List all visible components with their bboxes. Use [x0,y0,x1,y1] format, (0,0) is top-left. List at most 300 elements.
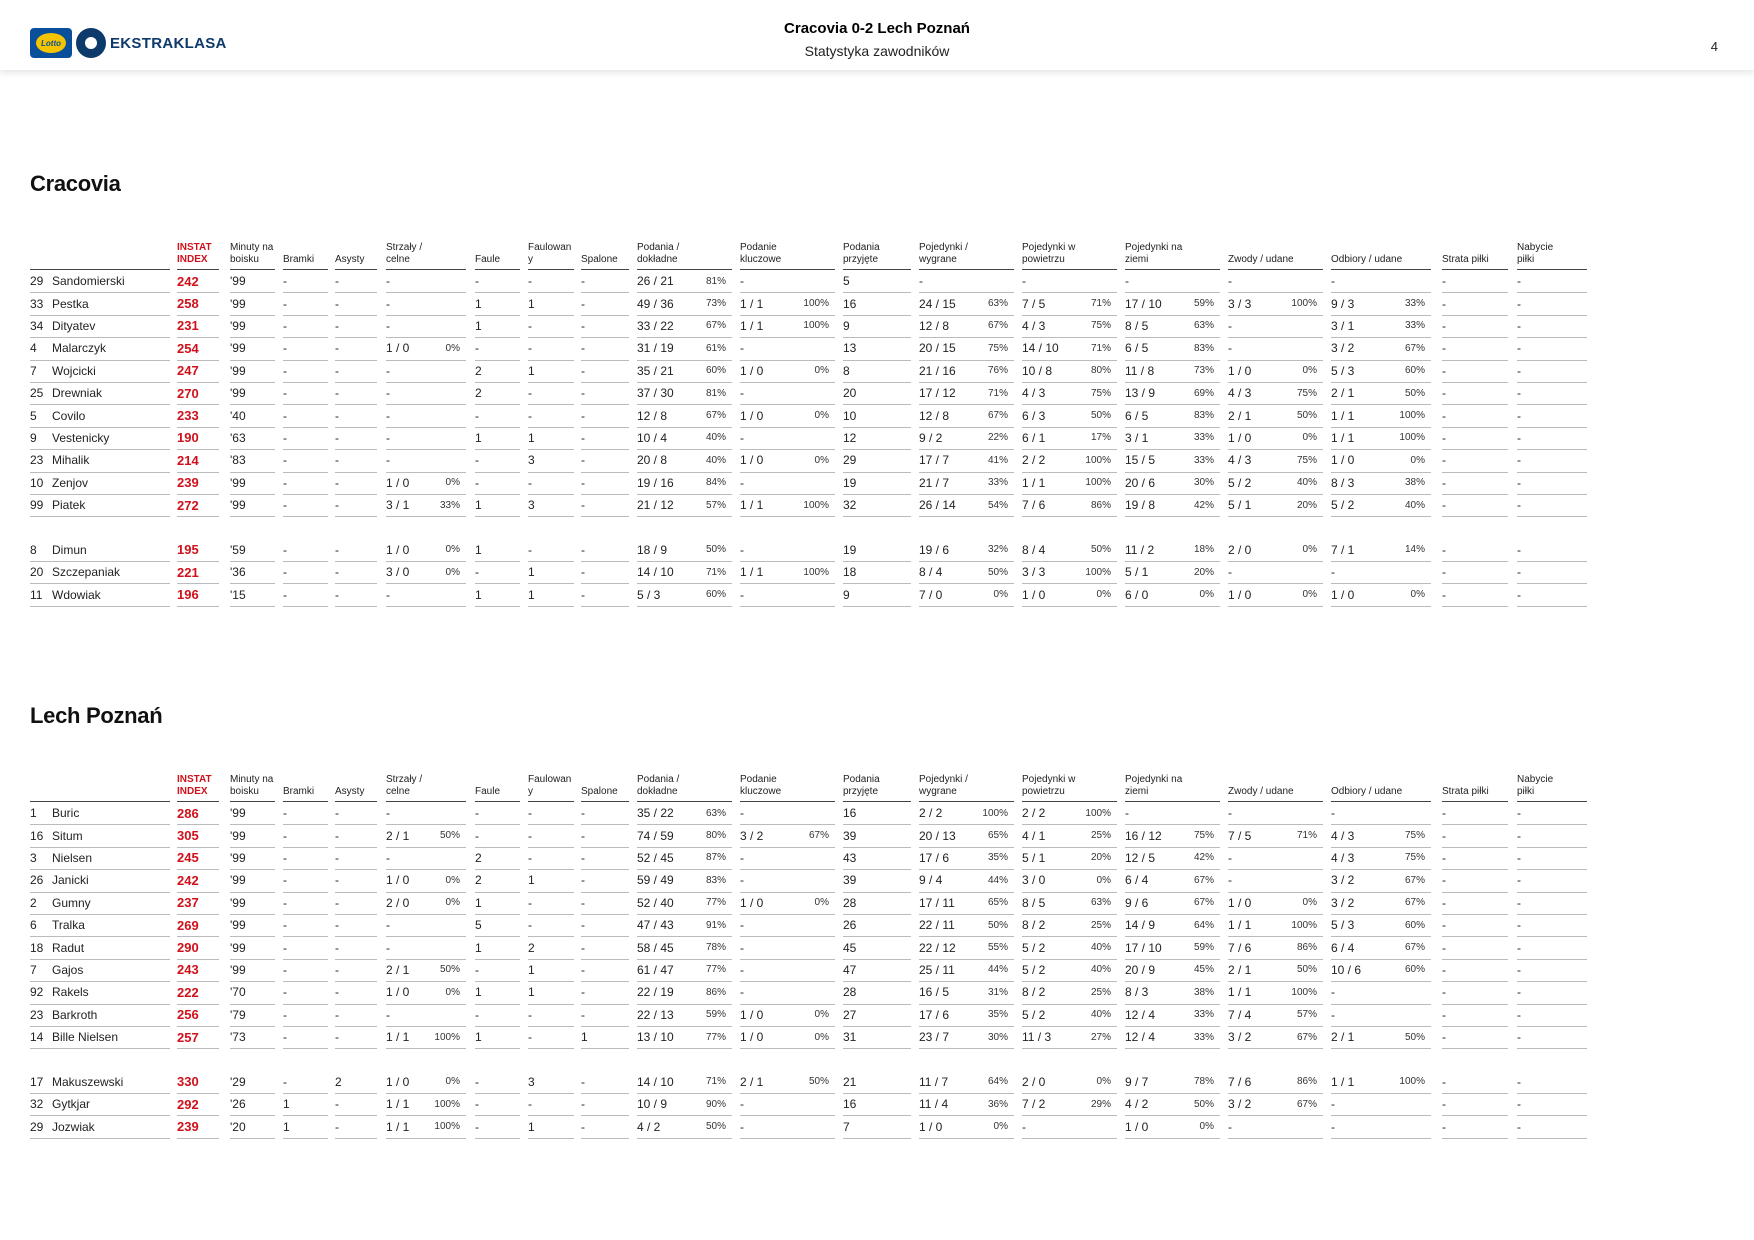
cell-key_passes [740,847,835,870]
player-name: Malarczyk [52,341,107,356]
stat-value: '99 [230,962,246,977]
cell-player [30,824,170,847]
stat-percent: 25% [1090,830,1111,842]
stat-value: 15 / 5 [1125,453,1156,468]
stat-percent: 50% [1090,410,1111,422]
stat-value: 245 [177,850,199,866]
stat-value: - [1442,542,1446,557]
cell-shots [386,936,466,959]
cell-recovered [1517,1071,1587,1094]
stat-value: 12 / 4 [1125,1007,1156,1022]
stat-value: - [1331,1119,1335,1134]
stat-value: 22 / 12 [919,940,956,955]
stat-value: - [475,408,479,423]
stat-value: - [1442,828,1446,843]
stat-value: 7 / 6 [1022,498,1046,513]
cell-goals [283,936,328,959]
cell-recovered [1517,959,1587,982]
cell-tackles [1331,1115,1431,1138]
stat-value: 9 [843,318,850,333]
stat-value: - [1442,565,1446,580]
column-header-recovered [1517,771,1587,802]
stat-value: - [283,430,287,445]
stat-value: '36 [230,565,246,580]
stat-value: - [528,408,532,423]
cell-key_passes [740,561,835,584]
stat-value: 28 [843,985,857,1000]
column-header-label: Podanie kluczowe [740,242,782,265]
cell-duels [919,936,1014,959]
cell-assists [335,449,377,472]
cell-lost [1442,292,1508,315]
stat-value: - [1517,828,1521,843]
stat-percent: 0% [1302,365,1317,377]
stat-value: - [386,408,390,423]
stat-percent: 0% [445,874,460,886]
cell-minutes [230,981,275,1004]
stat-value: 3 / 1 [1331,318,1355,333]
column-header-label: Nabycie piłki [1517,774,1554,797]
stat-percent: 0% [445,1076,460,1088]
player-row [30,1026,1596,1048]
cell-shots [386,382,466,405]
stat-value: 8 / 3 [1331,475,1355,490]
stat-percent: 75% [1193,830,1214,842]
stat-value: '99 [230,274,246,289]
cell-passes [637,292,732,315]
cell-tackles [1331,959,1431,982]
stat-value: 20 / 6 [1125,475,1156,490]
stat-value: '63 [230,430,246,445]
cell-tackles [1331,494,1431,517]
stat-value: 9 / 2 [919,430,943,445]
cell-fouls [475,936,520,959]
cell-player [30,561,170,584]
cell-shots [386,802,466,825]
stat-value: 2 [335,1074,342,1089]
logo-text: EKSTRAKLASA [110,34,227,52]
stat-value: '99 [230,873,246,888]
column-header-label: Pojedynki / wygrane [919,242,968,265]
cell-duels [919,847,1014,870]
stat-value: - [740,806,744,821]
cell-aerial [1022,315,1117,338]
player-number: 7 [30,962,37,977]
stat-percent: 100% [803,320,829,332]
player-row [30,583,1596,605]
stat-value: 7 [843,1119,850,1134]
stat-percent: 100% [1399,410,1425,422]
player-number: 23 [30,1007,44,1022]
cell-minutes [230,494,275,517]
stat-value: 1 / 0 [1228,430,1252,445]
cell-assists [335,847,377,870]
cell-fouled [528,914,574,937]
cell-index [177,981,219,1004]
cell-key_passes [740,427,835,450]
stat-value: - [335,828,339,843]
cell-goals [283,1004,328,1027]
stat-value: '99 [230,341,246,356]
cell-assists [335,539,377,562]
cell-fouls [475,869,520,892]
stat-value: - [919,274,923,289]
stat-value: 16 [843,806,857,821]
stat-value: '99 [230,895,246,910]
column-header-label: Pojedynki / wygrane [919,774,968,797]
cell-passes [637,1093,732,1116]
stat-percent: 63% [1090,897,1111,909]
stat-percent: 67% [705,320,726,332]
cell-ground [1125,936,1220,959]
stat-percent: 44% [987,874,1008,886]
cell-assists [335,494,377,517]
cell-fouls [475,892,520,915]
cell-shots [386,847,466,870]
player-name: Gytkjar [52,1097,91,1112]
stat-percent: 83% [1193,342,1214,354]
stat-percent: 0% [1302,432,1317,444]
stat-value: 239 [177,1119,199,1135]
cell-player [30,583,170,606]
stat-value: 32 [843,498,857,513]
cell-index [177,315,219,338]
cell-fouls [475,1071,520,1094]
cell-goals [283,869,328,892]
stat-percent: 75% [1404,852,1425,864]
stat-value: - [581,542,585,557]
cell-recovered [1517,1115,1587,1138]
cell-shots [386,315,466,338]
stat-value: - [581,408,585,423]
stat-value: 1 [581,1030,588,1045]
stat-value: 1 [475,296,482,311]
cell-received [843,404,911,427]
stat-value: - [1442,895,1446,910]
cell-key_passes [740,824,835,847]
stat-value: 6 / 5 [1125,341,1149,356]
stat-value: - [1517,1030,1521,1045]
cell-tackles [1331,270,1431,293]
stat-value: 330 [177,1074,199,1090]
stat-percent: 0% [445,566,460,578]
stat-value: 1 / 0 [386,873,410,888]
stat-percent: 75% [1090,320,1111,332]
stat-value: - [475,962,479,977]
cell-shots [386,914,466,937]
stat-value: - [1442,1007,1446,1022]
cell-ground [1125,270,1220,293]
stat-value: - [528,806,532,821]
stat-value: - [1442,453,1446,468]
player-name: Barkroth [52,1007,98,1022]
stat-value: - [475,1119,479,1134]
stat-percent: 50% [439,830,460,842]
player-number: 3 [30,850,37,865]
stat-value: - [475,828,479,843]
cell-index [177,561,219,584]
cell-index [177,292,219,315]
stat-percent: 100% [1085,807,1111,819]
stat-value: - [475,453,479,468]
cell-assists [335,427,377,450]
column-header-received [843,239,911,270]
cell-lost [1442,494,1508,517]
stat-value: 3 / 2 [1228,1097,1252,1112]
cell-aerial [1022,449,1117,472]
column-header-label: Zwody / udane [1228,786,1294,797]
column-header-shots [386,771,466,802]
column-header-label: Strzały / celne [386,242,423,265]
cell-fouled [528,315,574,338]
stat-value: 25 / 11 [919,962,955,977]
cell-lost [1442,824,1508,847]
stat-value: '99 [230,918,246,933]
stat-value: - [740,1119,744,1134]
stat-value: 13 / 9 [1125,386,1156,401]
cell-key_passes [740,1004,835,1027]
cell-received [843,337,911,360]
stat-value: 10 / 8 [1022,363,1053,378]
cell-ground [1125,1093,1220,1116]
player-row [30,292,1596,314]
cell-key_passes [740,337,835,360]
cell-tackles [1331,315,1431,338]
cell-recovered [1517,936,1587,959]
cell-minutes [230,449,275,472]
stat-value: - [283,1030,287,1045]
column-header-aerial [1022,771,1117,802]
cell-index [177,802,219,825]
stat-value: - [335,363,339,378]
stat-value: 3 [528,1074,535,1089]
stat-value: 269 [177,917,199,933]
stat-percent: 100% [434,1031,460,1043]
stat-value: - [1517,940,1521,955]
player-name: Piatek [52,498,86,513]
cell-shots [386,1093,466,1116]
stat-value: 6 / 4 [1125,873,1149,888]
cell-duels [919,802,1014,825]
player-name: Vestenicky [52,430,110,445]
substitutes-gap [30,516,1596,538]
cell-goals [283,583,328,606]
cell-offsides [581,869,629,892]
stat-value: 258 [177,296,199,312]
column-header-label: Pojedynki na ziemi [1125,774,1183,797]
cell-key_passes [740,892,835,915]
cell-aerial [1022,539,1117,562]
stat-value: - [1442,408,1446,423]
cell-key_passes [740,1026,835,1049]
stat-value: - [528,850,532,865]
stat-value: 11 / 2 [1125,542,1155,557]
stat-value: 26 / 14 [919,498,956,513]
cell-fouled [528,539,574,562]
stat-percent: 71% [705,566,726,578]
stat-percent: 40% [1296,477,1317,489]
stat-value: 8 / 3 [1125,985,1149,1000]
cell-fouls [475,959,520,982]
cell-passes [637,494,732,517]
stat-value: - [283,363,287,378]
cell-offsides [581,360,629,383]
cell-received [843,981,911,1004]
stat-percent: 100% [434,1121,460,1133]
stat-percent: 50% [1296,410,1317,422]
cell-key_passes [740,1115,835,1138]
cell-assists [335,1004,377,1027]
stat-value: - [1517,1097,1521,1112]
stat-percent: 100% [1085,566,1111,578]
cell-fouled [528,1093,574,1116]
cell-ground [1125,404,1220,427]
stat-percent: 0% [445,477,460,489]
stat-value: 18 [843,565,857,580]
cell-duels [919,539,1014,562]
column-header-label: Strata piłki [1442,786,1489,797]
cell-aerial [1022,427,1117,450]
column-header-label: Pojedynki w powietrzu [1022,242,1076,265]
stat-value: - [283,542,287,557]
stat-value: - [528,386,532,401]
stat-value: '79 [230,1007,246,1022]
stat-value: 1 / 1 [1228,918,1252,933]
stat-value: - [1442,430,1446,445]
cell-fouled [528,936,574,959]
stat-value: '20 [230,1119,246,1134]
cell-ground [1125,472,1220,495]
stat-value: 242 [177,872,199,888]
cell-key_passes [740,472,835,495]
cell-passes [637,315,732,338]
stat-percent: 57% [1296,1009,1317,1021]
cell-minutes [230,427,275,450]
cell-aerial [1022,472,1117,495]
player-number: 20 [30,565,44,580]
stat-value: 37 / 30 [637,386,674,401]
stat-value: 292 [177,1096,199,1112]
stat-percent: 71% [705,1076,726,1088]
stat-value: 3 / 2 [1331,341,1355,356]
stat-value: 17 / 6 [919,850,950,865]
stat-value: - [528,318,532,333]
stat-percent: 75% [1296,454,1317,466]
column-header-label: Podania / dokładne [637,774,680,797]
cell-duels [919,583,1014,606]
cell-goals [283,959,328,982]
stat-percent: 18% [1193,544,1214,556]
stat-value: 4 / 3 [1331,828,1355,843]
stat-value: - [1442,1074,1446,1089]
cell-ground [1125,539,1220,562]
stat-value: '26 [230,1097,246,1112]
stat-value: 1 / 0 [386,985,410,1000]
stat-value: - [528,828,532,843]
cell-shots [386,404,466,427]
cell-minutes [230,824,275,847]
stat-value: - [581,565,585,580]
cell-player [30,292,170,315]
cell-aerial [1022,561,1117,584]
stat-value: - [335,940,339,955]
stat-value: - [1125,274,1129,289]
stat-value: - [475,475,479,490]
cell-player [30,892,170,915]
stat-value: 1 / 1 [740,296,764,311]
cell-shots [386,959,466,982]
stat-value: 5 / 1 [1125,565,1149,580]
stat-value: 1 / 1 [386,1030,410,1045]
cell-offsides [581,561,629,584]
cell-aerial [1022,869,1117,892]
stat-value: 4 / 3 [1022,318,1046,333]
stat-value: 17 / 7 [919,453,950,468]
stat-value: - [283,940,287,955]
stat-value: - [283,386,287,401]
cell-ground [1125,382,1220,405]
stat-percent: 40% [1090,1009,1111,1021]
stat-value: 3 / 3 [1022,565,1046,580]
stat-value: 290 [177,940,199,956]
stat-value: 2 [475,386,482,401]
cell-shots [386,539,466,562]
cell-dribbles [1228,449,1323,472]
stat-value: 1 [283,1097,290,1112]
stat-value: 3 / 1 [1125,430,1149,445]
stat-percent: 100% [982,807,1008,819]
stat-value: - [1517,873,1521,888]
column-header-duels [919,771,1014,802]
stat-value: 2 / 1 [1331,1030,1355,1045]
cell-shots [386,583,466,606]
cell-lost [1442,337,1508,360]
stat-value: 1 / 1 [1331,408,1355,423]
stat-value: - [581,341,585,356]
stat-value: - [1442,1097,1446,1112]
stat-value: 17 / 12 [919,386,956,401]
stat-percent: 67% [987,320,1008,332]
cell-player [30,1115,170,1138]
stat-value: - [386,940,390,955]
cell-received [843,583,911,606]
stat-value: - [528,274,532,289]
cell-shots [386,1115,466,1138]
stat-value: - [1517,408,1521,423]
stat-value: 19 / 8 [1125,498,1156,513]
cell-minutes [230,337,275,360]
stat-percent: 100% [1291,986,1317,998]
cell-aerial [1022,382,1117,405]
cell-assists [335,914,377,937]
stat-percent: 61% [705,342,726,354]
stat-value: 4 / 2 [1125,1097,1149,1112]
cell-passes [637,382,732,405]
stat-value: - [740,341,744,356]
stat-value: - [386,363,390,378]
cell-duels [919,1004,1014,1027]
cell-assists [335,292,377,315]
stat-value: '99 [230,806,246,821]
stat-value: - [581,962,585,977]
stat-value: 1 [475,430,482,445]
stat-value: 39 [843,828,857,843]
stat-percent: 0% [814,897,829,909]
cell-player [30,337,170,360]
cell-key_passes [740,1071,835,1094]
stat-value: 10 / 9 [637,1097,668,1112]
stat-percent: 50% [1404,1031,1425,1043]
